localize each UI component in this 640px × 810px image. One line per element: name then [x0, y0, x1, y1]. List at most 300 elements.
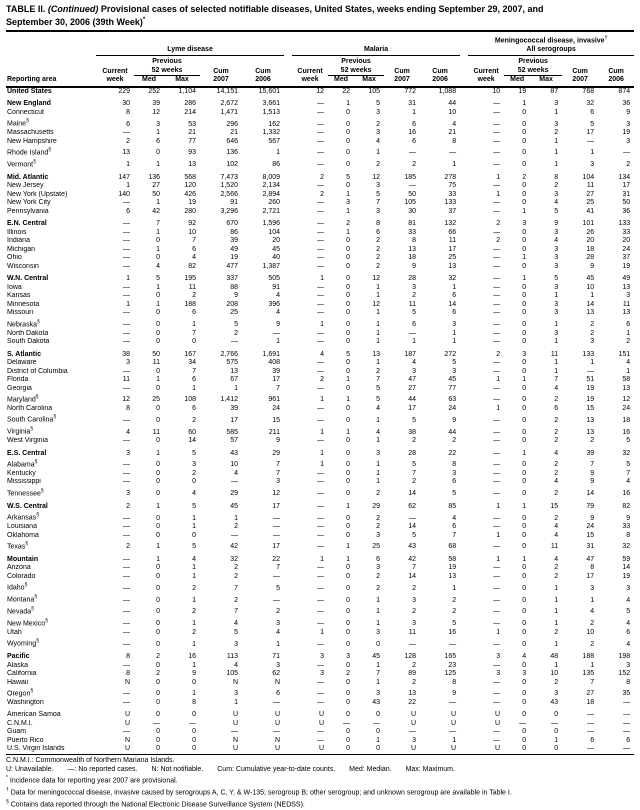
reporting-area-cell: Tennessee§ — [7, 487, 44, 498]
value-cell: 4 — [276, 309, 281, 317]
value-cell: 2 — [554, 437, 559, 445]
value-cell: 152 — [618, 670, 631, 678]
table-row — [6, 376, 634, 385]
value-cell: 8 — [126, 653, 130, 661]
value-cell: 82 — [188, 262, 196, 270]
value-cell: 2 — [412, 584, 417, 592]
value-cell: 11 — [408, 300, 417, 308]
value-cell: 12 — [152, 108, 160, 116]
column-gap — [284, 458, 292, 470]
value-cell: 2 — [376, 120, 381, 128]
value-cell: 188 — [582, 653, 595, 661]
value-cell: 5 — [412, 416, 417, 424]
reporting-area-header: Reporting area — [7, 76, 57, 84]
value-cell: 8 — [126, 108, 130, 116]
footnote: * Incidence data for reporting year 2007 are provisional. — [6, 775, 178, 785]
value-cell: 3 — [626, 584, 631, 592]
value-cell: 252 — [134, 87, 164, 97]
value-cell: — — [623, 719, 631, 727]
value-cell: 5 — [156, 275, 160, 283]
value-cell: 51 — [586, 376, 595, 384]
reporting-area-cell: Delaware — [7, 359, 37, 367]
value-cell: 9 — [590, 478, 595, 486]
value-cell: 2 — [376, 367, 381, 375]
value-cell: 0 — [346, 584, 351, 592]
value-cell: 7 — [192, 367, 196, 375]
reporting-area-cell: Kansas — [7, 292, 31, 300]
column-gap — [460, 385, 468, 394]
value-cell: 2 — [554, 564, 559, 572]
value-cell: 2 — [156, 653, 160, 661]
value-cell: 0 — [376, 711, 381, 719]
value-cell: 33 — [622, 228, 631, 236]
reporting-area-cell: West Virginia — [7, 437, 48, 445]
value-cell: 1 — [376, 309, 381, 317]
value-cell: 0 — [522, 338, 527, 346]
value-cell: — — [493, 161, 501, 169]
column-gap — [284, 446, 292, 459]
value-cell: 1 — [320, 396, 325, 404]
value-cell: 25 — [152, 396, 160, 404]
value-cell: 1 — [156, 376, 160, 384]
value-cell: 7 — [626, 469, 631, 477]
value-cell: 10 — [230, 461, 238, 469]
column-gap — [460, 170, 468, 183]
value-cell: 5 — [554, 275, 559, 283]
value-cell: 0 — [192, 745, 196, 753]
column-gap — [460, 109, 468, 118]
footnote: † Data for meningococcal disease, invasive caused by serogroups A, C, Y, & W-135; serogroup B; other serogroup; and unknown serogroup are available in Table I. — [6, 787, 512, 797]
value-cell: — — [493, 449, 501, 457]
value-cell: 2 — [376, 262, 381, 270]
table-row — [6, 254, 634, 263]
value-cell: 2 — [496, 350, 501, 358]
value-cell: 39 — [586, 449, 595, 457]
column-gap — [284, 670, 292, 679]
column-gap — [460, 487, 468, 499]
column-gap — [460, 138, 468, 147]
value-cell: 19 — [622, 262, 631, 270]
value-cell: 4 — [554, 531, 559, 539]
value-cell: 92 — [188, 220, 196, 228]
reporting-area-cell: W.S. Central — [7, 502, 48, 510]
value-cell: 0 — [522, 490, 527, 498]
value-cell: 2 — [376, 572, 381, 580]
value-cell: 1 — [320, 449, 325, 457]
table-row — [6, 499, 634, 512]
table-row — [6, 301, 634, 310]
value-cell: 2 — [452, 596, 457, 604]
value-cell: 6 — [554, 404, 559, 412]
value-cell: 29 — [272, 449, 281, 457]
value-cell: 44 — [408, 396, 417, 404]
value-cell: 7 — [276, 469, 281, 477]
value-cell: U — [318, 719, 325, 727]
value-cell: 11 — [550, 543, 559, 551]
value-cell: — — [493, 262, 501, 270]
value-cell: — — [551, 719, 559, 727]
column-gap — [284, 318, 292, 330]
value-cell: 1 — [276, 640, 281, 648]
value-cell: — — [189, 719, 196, 727]
value-cell: 0 — [156, 711, 160, 719]
value-cell: — — [493, 129, 501, 137]
column-gap — [284, 87, 292, 97]
value-cell: 575 — [226, 359, 238, 367]
table-row — [6, 385, 634, 394]
cum-2006-header: Cum 2006 — [255, 67, 271, 84]
value-cell: — — [273, 698, 281, 706]
value-cell: 13 — [230, 367, 238, 375]
value-cell: 2 — [412, 608, 417, 616]
value-cell: — — [317, 736, 325, 744]
value-cell: 26 — [586, 228, 595, 236]
column-gap — [460, 330, 468, 339]
value-cell: 0 — [522, 108, 527, 116]
reporting-area-cell: W.N. Central — [7, 275, 49, 283]
med-header: Med — [510, 76, 525, 84]
value-cell: 3 — [554, 245, 559, 253]
value-cell: — — [493, 275, 501, 283]
value-cell: 31 — [408, 100, 417, 108]
reporting-area-cell: Vermont§ — [7, 158, 36, 169]
value-cell: — — [123, 237, 130, 245]
value-cell: 4 — [452, 514, 457, 522]
value-cell: 1 — [192, 661, 196, 669]
value-cell: 1 — [320, 628, 325, 636]
column-gap — [460, 720, 468, 729]
reporting-area-cell: Illinois — [7, 228, 27, 236]
value-cell: 1 — [590, 292, 595, 300]
cnmi-footnote: C.N.M.I.: Commonwealth of Northern Mariana Islands. — [6, 756, 175, 764]
reporting-area-cell: Puerto Rico — [7, 736, 44, 744]
value-cell: 1 — [276, 338, 281, 346]
value-cell: U — [318, 745, 325, 753]
reporting-area-cell: Louisiana — [7, 523, 37, 531]
value-cell: — — [493, 728, 501, 736]
value-cell: 0 — [156, 745, 160, 753]
value-cell: 0 — [346, 469, 351, 477]
value-cell: 0 — [376, 745, 381, 753]
column-gap — [284, 138, 292, 147]
value-cell: 1 — [346, 376, 351, 384]
cum-2006-header: Cum 2006 — [432, 67, 448, 84]
value-cell: 0 — [522, 182, 527, 190]
value-cell: — — [493, 564, 501, 572]
value-cell: — — [123, 220, 130, 228]
value-cell: 91 — [230, 199, 238, 207]
value-cell: 2 — [554, 678, 559, 686]
value-cell: — — [317, 523, 325, 531]
table-row — [6, 318, 634, 330]
value-cell: 2 — [346, 670, 351, 678]
value-cell: 10 — [188, 228, 196, 236]
value-cell: 1 — [346, 396, 351, 404]
column-gap — [460, 470, 468, 479]
column-gap — [460, 605, 468, 617]
value-cell: 3 — [554, 120, 559, 128]
column-gap — [284, 629, 292, 638]
value-cell: 1 — [346, 428, 351, 436]
value-cell: — — [123, 584, 130, 592]
column-gap — [284, 413, 292, 425]
value-cell: 3 — [376, 182, 381, 190]
column-gap — [460, 254, 468, 263]
column-gap — [284, 720, 292, 729]
value-cell: 1 — [376, 283, 381, 291]
value-cell: — — [493, 523, 501, 531]
value-cell: 108 — [184, 396, 196, 404]
value-cell: 58 — [622, 376, 631, 384]
column-gap — [284, 470, 292, 479]
column-gap — [284, 728, 292, 737]
value-cell: 1 — [376, 416, 381, 424]
value-cell: — — [493, 661, 501, 669]
value-cell: 8 — [626, 531, 631, 539]
value-cell: 286 — [184, 100, 196, 108]
value-cell: — — [493, 469, 501, 477]
value-cell: 79 — [586, 502, 595, 510]
table-row — [6, 593, 634, 605]
value-cell: 3 — [412, 283, 417, 291]
value-cell: 4 — [626, 596, 631, 604]
table-row — [6, 662, 634, 671]
value-cell: 2 — [234, 572, 238, 580]
column-gap — [284, 737, 292, 746]
table-row — [6, 284, 634, 293]
value-cell: 105 — [404, 199, 417, 207]
value-cell: — — [273, 523, 281, 531]
table-row — [6, 679, 634, 688]
value-cell: 104 — [582, 173, 595, 181]
max-header: Max — [362, 76, 376, 84]
value-cell: 3 — [522, 220, 527, 228]
value-cell: 50 — [152, 190, 160, 198]
value-cell: 0 — [156, 416, 160, 424]
value-cell: 337 — [226, 275, 238, 283]
column-gap — [460, 532, 468, 541]
column-gap — [460, 318, 468, 330]
value-cell: 27 — [586, 190, 595, 198]
reporting-area-cell: Michigan — [7, 245, 36, 253]
value-cell: 27 — [586, 690, 595, 698]
column-gap — [284, 679, 292, 688]
reporting-area-cell: Pennsylvania — [7, 207, 49, 215]
value-cell: 3 — [590, 584, 595, 592]
value-cell: 1 — [626, 367, 631, 375]
value-cell: 3 — [590, 161, 595, 169]
value-cell: — — [123, 564, 130, 572]
value-cell: — — [317, 254, 325, 262]
reporting-area-cell: Alaska — [7, 661, 29, 669]
value-cell: — — [317, 661, 325, 669]
table-header — [6, 34, 634, 87]
value-cell: 0 — [156, 367, 160, 375]
table-label: TABLE II. — [6, 4, 46, 14]
column-gap — [460, 499, 468, 512]
value-cell: 7 — [412, 469, 417, 477]
value-cell: — — [123, 469, 130, 477]
value-cell: 17 — [272, 376, 281, 384]
value-cell: 1 — [496, 502, 501, 510]
value-cell: 0 — [156, 736, 160, 744]
value-cell: 89 — [408, 670, 417, 678]
value-cell: 39 — [230, 404, 238, 412]
value-cell: 6 — [452, 292, 457, 300]
value-cell: — — [123, 129, 130, 137]
value-cell: 11 — [586, 182, 595, 190]
value-cell: 3 — [554, 300, 559, 308]
value-cell: 0 — [346, 711, 351, 719]
value-cell: 1 — [234, 384, 238, 392]
value-cell: 17 — [272, 543, 281, 551]
value-cell: 4 — [554, 555, 559, 563]
value-cell: 66 — [448, 228, 457, 236]
value-cell: 2 — [376, 245, 381, 253]
value-cell: 35 — [622, 690, 631, 698]
value-cell: 105 — [354, 87, 384, 97]
value-cell: 34 — [188, 359, 196, 367]
value-cell: N — [274, 678, 281, 686]
value-cell: — — [587, 367, 595, 375]
value-cell: — — [317, 620, 325, 628]
reporting-area-cell: E.N. Central — [7, 220, 47, 228]
value-cell: — — [493, 584, 501, 592]
value-cell: 0 — [522, 469, 527, 477]
value-cell: 0 — [156, 690, 160, 698]
column-gap — [460, 707, 468, 720]
value-cell: — — [273, 572, 281, 580]
value-cell: 0 — [156, 584, 160, 592]
table-row — [6, 487, 634, 499]
value-cell: 45 — [586, 275, 595, 283]
value-cell: — — [493, 384, 501, 392]
value-cell: — — [153, 719, 160, 727]
value-cell: 1 — [376, 321, 381, 329]
value-cell: 0 — [346, 292, 351, 300]
column-gap — [460, 87, 468, 97]
column-gap — [284, 301, 292, 310]
value-cell: 1 — [496, 190, 501, 198]
column-gap — [284, 593, 292, 605]
value-cell: 12 — [272, 490, 281, 498]
value-cell: 7 — [192, 329, 196, 337]
value-cell: 42 — [152, 207, 160, 215]
value-cell: 1 — [554, 367, 559, 375]
column-gap — [460, 359, 468, 368]
value-cell: 2 — [320, 376, 325, 384]
column-gap — [460, 191, 468, 200]
cum-2006-header: Cum 2006 — [608, 67, 624, 84]
reporting-area-cell: Nevada§ — [7, 606, 34, 616]
column-gap — [284, 523, 292, 532]
reporting-area-cell: District of Columbia — [7, 367, 68, 375]
value-cell: — — [317, 640, 325, 648]
column-gap — [460, 662, 468, 671]
value-cell: 961 — [268, 396, 281, 404]
cum-2007-header: Cum 2007 — [572, 67, 588, 84]
value-cell: N — [232, 678, 238, 686]
value-cell: 3 — [156, 120, 160, 128]
column-gap — [284, 617, 292, 629]
value-cell: 165 — [444, 653, 457, 661]
value-cell: 18 — [586, 698, 595, 706]
value-cell: 16 — [408, 129, 417, 137]
value-cell: 3 — [496, 653, 501, 661]
table-row — [6, 728, 634, 737]
value-cell: — — [493, 640, 501, 648]
value-cell: 9 — [590, 514, 595, 522]
value-cell: 31 — [622, 190, 631, 198]
value-cell: 2 — [376, 514, 381, 522]
value-cell: 43 — [550, 698, 559, 706]
value-cell: — — [493, 338, 501, 346]
column-gap — [284, 284, 292, 293]
value-cell: 1,104 — [164, 87, 200, 97]
table-row — [6, 368, 634, 377]
value-cell: — — [317, 161, 325, 169]
reporting-area-cell: Indiana — [7, 237, 30, 245]
value-cell: 21 — [188, 129, 196, 137]
table-row — [6, 96, 634, 109]
reporting-area-cell: Washington — [7, 698, 44, 706]
column-gap — [284, 271, 292, 284]
table-row — [6, 540, 634, 552]
value-cell: — — [317, 108, 325, 116]
value-cell: 6 — [590, 108, 595, 116]
value-cell: 3 — [452, 469, 457, 477]
value-cell: 6 — [452, 309, 457, 317]
column-gap — [460, 208, 468, 217]
value-cell: 1 — [376, 338, 381, 346]
column-gap — [460, 182, 468, 191]
value-cell: 0 — [346, 698, 351, 706]
value-cell: 1 — [346, 555, 351, 563]
reporting-area-cell: Arizona — [7, 564, 31, 572]
value-cell: 9 — [276, 321, 281, 329]
value-cell: 20 — [272, 237, 281, 245]
value-cell: 0 — [156, 237, 160, 245]
column-gap — [460, 629, 468, 638]
table-row — [6, 605, 634, 617]
column-gap — [460, 478, 468, 487]
abbrev-legend — [6, 766, 634, 775]
value-cell: 2 — [192, 608, 196, 616]
value-cell: 1 — [376, 359, 381, 367]
value-cell: 7 — [412, 564, 417, 572]
group-header-row — [6, 34, 634, 56]
column-gap — [460, 393, 468, 405]
value-cell: — — [317, 698, 325, 706]
value-cell: 43 — [408, 543, 417, 551]
reporting-area-cell: Hawaii — [7, 678, 29, 686]
value-cell: 2 — [554, 396, 559, 404]
value-cell: 3 — [376, 531, 381, 539]
value-cell: 0 — [346, 254, 351, 262]
table-row — [6, 182, 634, 191]
column-gap — [284, 246, 292, 255]
value-cell: 1 — [554, 338, 559, 346]
value-cell: 195 — [184, 275, 196, 283]
value-cell: 18 — [586, 245, 595, 253]
column-gap — [284, 425, 292, 437]
value-cell: — — [493, 292, 501, 300]
value-cell: 2 — [234, 596, 238, 604]
value-cell: 0 — [156, 384, 160, 392]
value-cell: — — [123, 245, 130, 253]
value-cell: — — [317, 469, 325, 477]
value-cell: 0 — [192, 531, 196, 539]
